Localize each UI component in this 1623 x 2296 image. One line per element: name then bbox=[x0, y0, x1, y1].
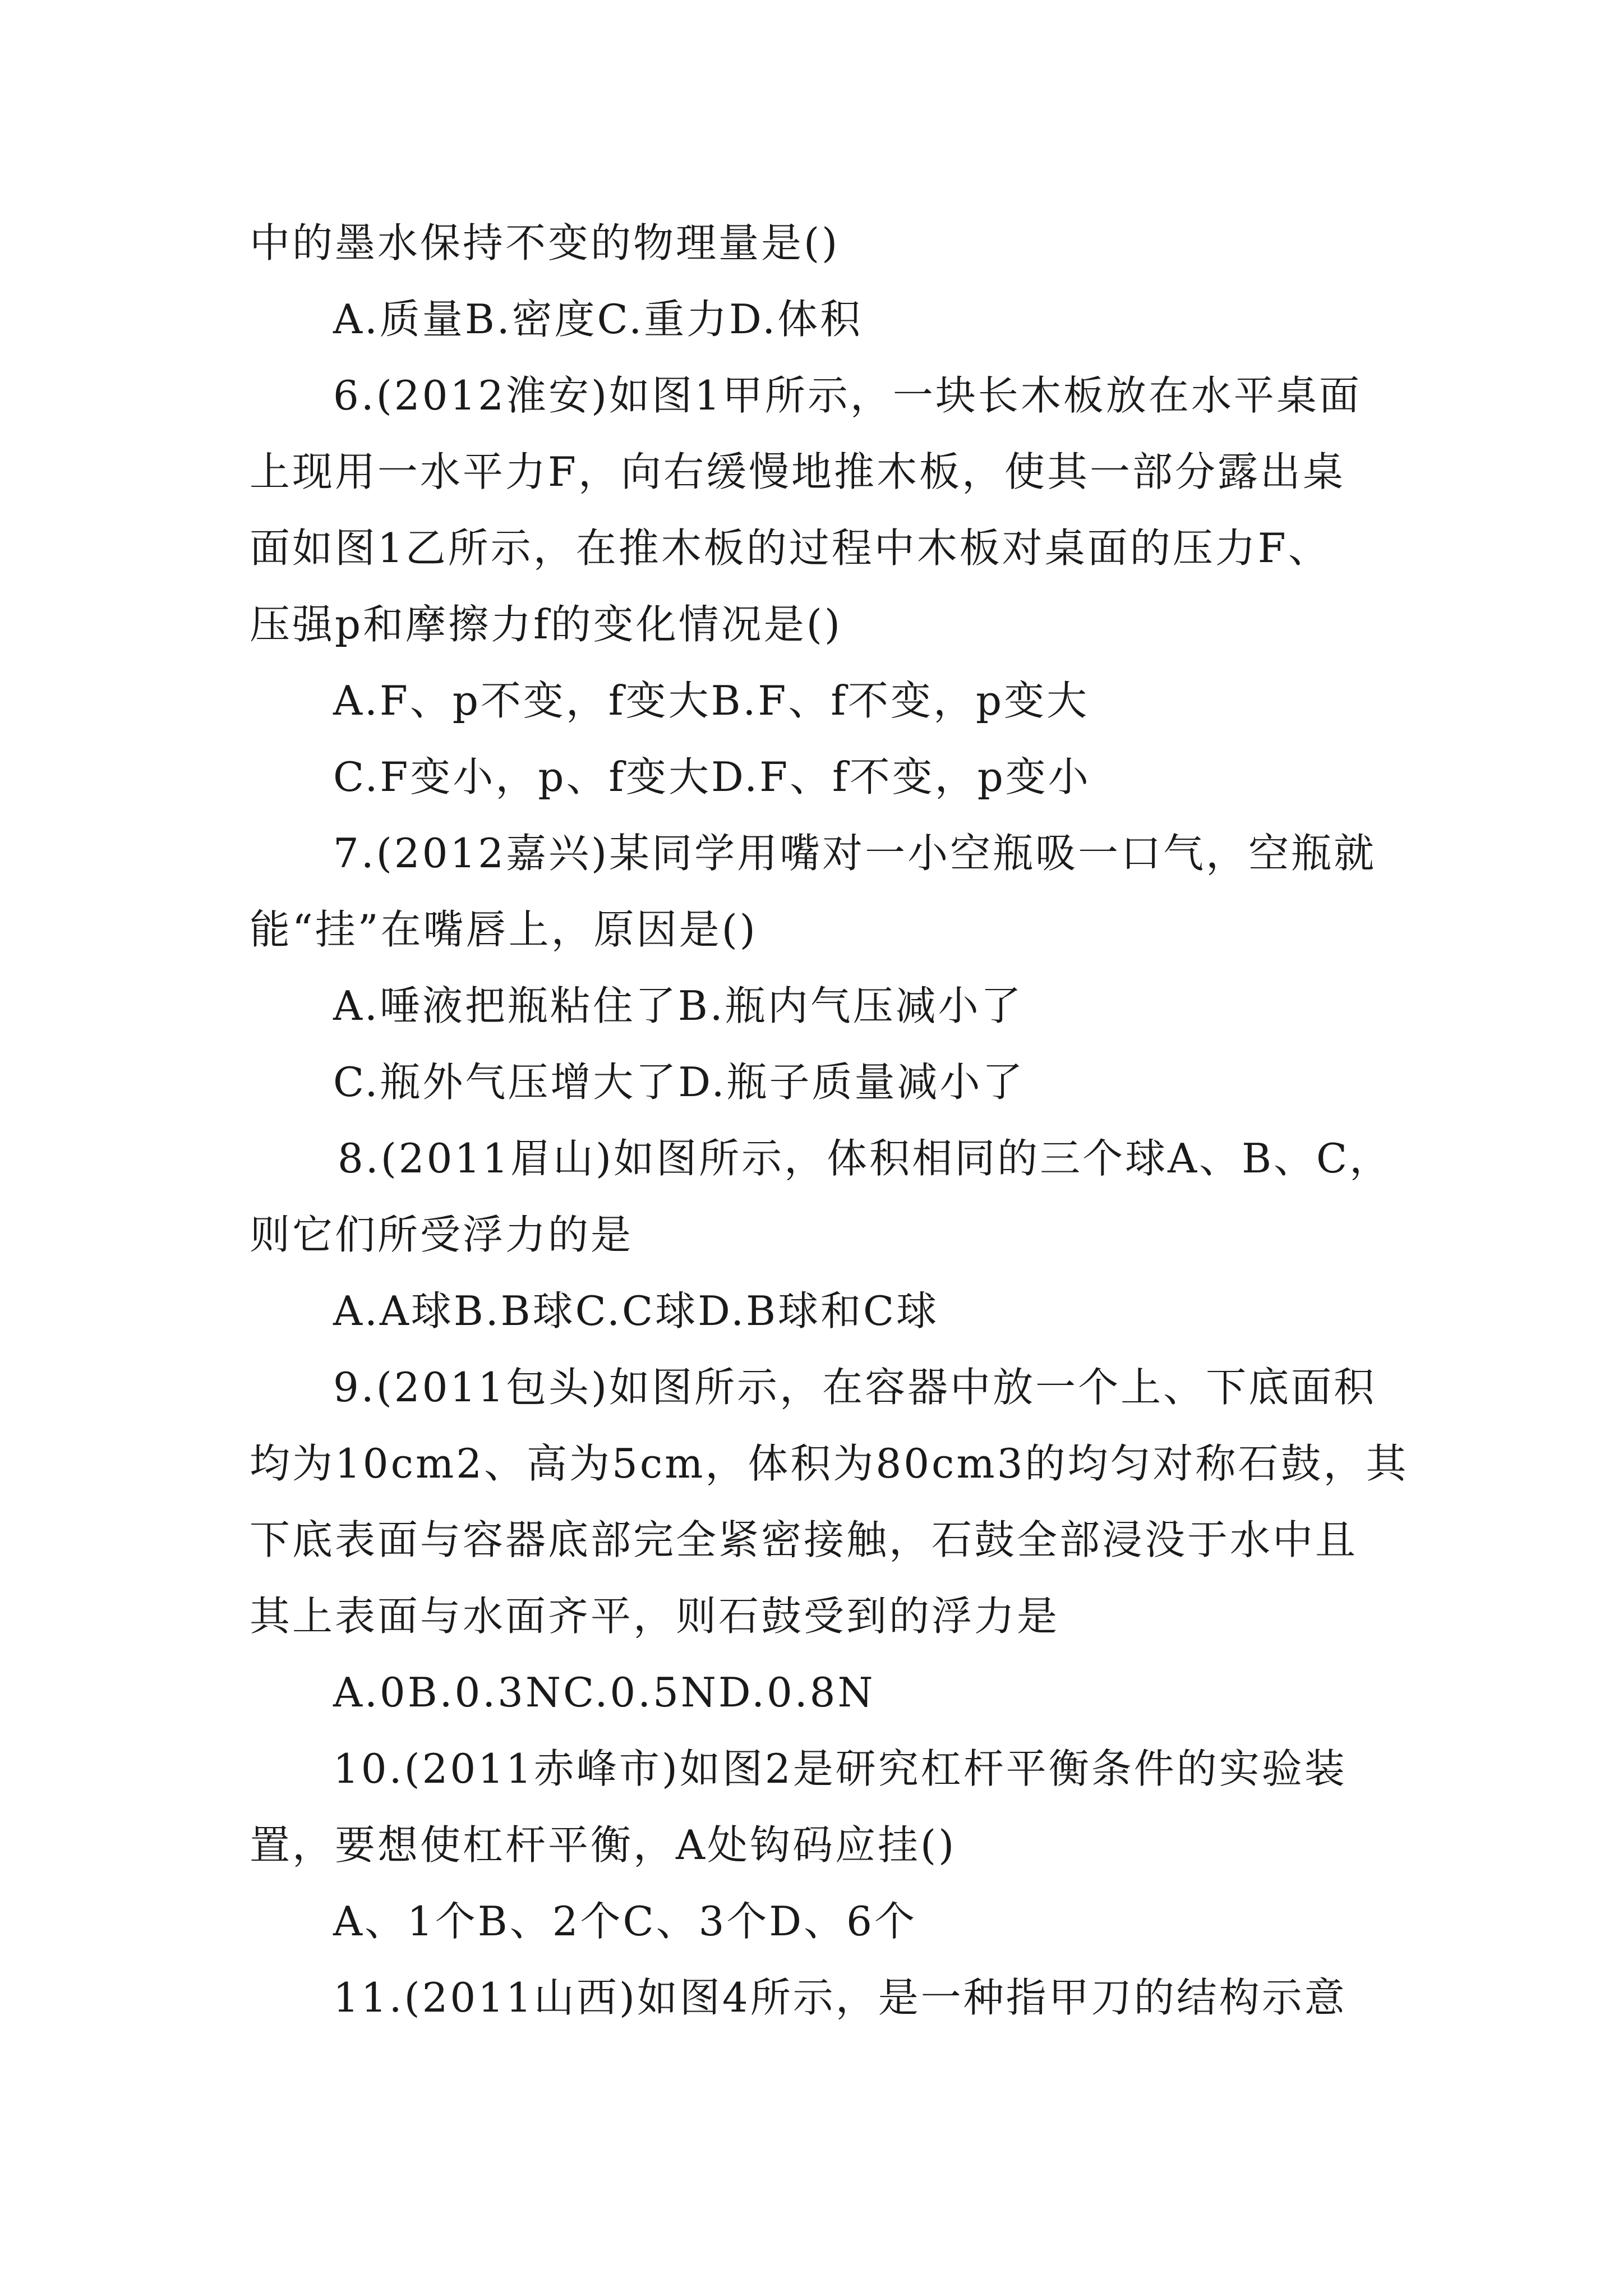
q6-stem: 6.(2012淮安)如图1甲所示，一块长木板放在水平桌面 bbox=[333, 372, 1362, 419]
q10-options: A、1个B、2个C、3个D、6个 bbox=[333, 1898, 917, 1945]
text-line-5: 面如图1乙所示，在推木板的过程中木板对桌面的压力F、 bbox=[250, 524, 1331, 572]
q9-options: A.0B.0.3NC.0.5ND.0.8N bbox=[333, 1669, 875, 1716]
text-line-17: 均为10cm2、高为5cm，体积为80cm3的均匀对称石鼓，其 bbox=[250, 1440, 1409, 1487]
text-line-10: 能“挂”在嘴唇上，原因是() bbox=[250, 906, 758, 953]
text-line-19: 其上表面与水面齐平，则石鼓受到的浮力是 bbox=[250, 1593, 1060, 1640]
q7-options-cd: C.瓶外气压增大了D.瓶子质量减小了 bbox=[333, 1059, 1025, 1106]
q9-stem: 9.(2011包头)如图所示，在容器中放一个上、下底面积 bbox=[333, 1364, 1377, 1411]
text-line-6: 压强p和摩擦力f的变化情况是() bbox=[250, 601, 842, 648]
text-line-1: 中的墨水保持不变的物理量是() bbox=[250, 219, 840, 266]
q6-options-ab: A.F、p不变，f变大B.F、f不变，p变大 bbox=[333, 677, 1090, 724]
q8-stem: 8.(2011眉山)如图所示，体积相同的三个球A、B、C， bbox=[338, 1135, 1393, 1182]
text-line-4: 上现用一水平力F，向右缓慢地推木板，使其一部分露出桌 bbox=[250, 448, 1345, 495]
q11-stem: 11.(2011山西)如图4所示，是一种指甲刀的结构示意 bbox=[333, 1974, 1347, 2021]
text-line-22: 置，要想使杠杆平衡，A处钩码应挂() bbox=[250, 1821, 957, 1869]
text-line-14: 则它们所受浮力的是 bbox=[250, 1211, 634, 1258]
q6-options-cd: C.F变小，p、f变大D.F、f不变，p变小 bbox=[333, 753, 1091, 800]
q5-options: A.质量B.密度C.重力D.体积 bbox=[333, 296, 863, 343]
text-line-18: 下底表面与容器底部完全紧密接触，石鼓全部浸没于水中且 bbox=[250, 1516, 1358, 1563]
q7-stem: 7.(2012嘉兴)某同学用嘴对一小空瓶吸一口气，空瓶就 bbox=[333, 830, 1377, 877]
q8-options: A.A球B.B球C.C球D.B球和C球 bbox=[333, 1287, 939, 1335]
q7-options-ab: A.唾液把瓶粘住了B.瓶内气压减小了 bbox=[333, 982, 1023, 1029]
q10-stem: 10.(2011赤峰市)如图2是研究杠杆平衡条件的实验装 bbox=[333, 1745, 1347, 1792]
